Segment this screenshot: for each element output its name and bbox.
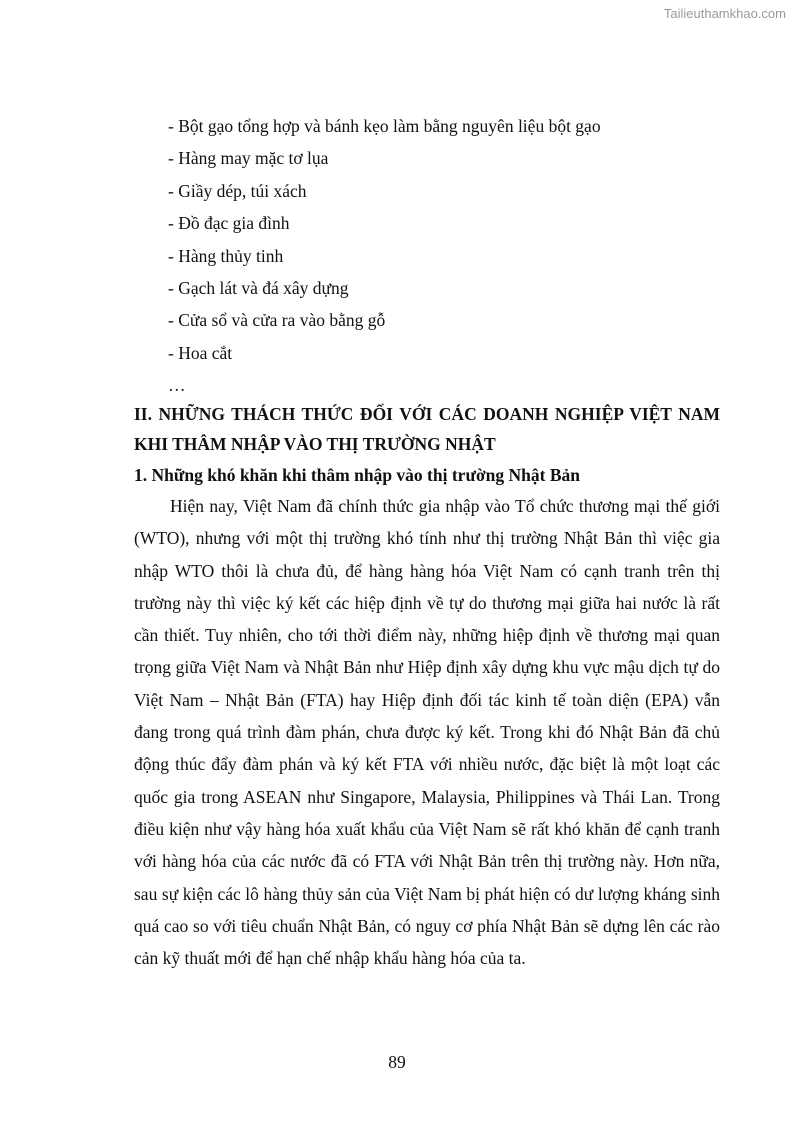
page-number: 89 <box>388 1052 406 1072</box>
section-heading-line1: II. NHỮNG THÁCH THỨC ĐỐI VỚI CÁC DOANH NGHIỆP VIỆT NAM <box>134 404 720 424</box>
section-heading-line2: KHI THÂM NHẬP VÀO THỊ TRƯỜNG NHẬT <box>134 434 496 454</box>
list-item: - Hàng may mặc tơ lụa <box>168 148 329 169</box>
list-item: - Bột gạo tổng hợp và bánh kẹo làm bằng nguyên liệu bột gạo <box>168 116 601 136</box>
list-item: - Gạch lát và đá xây dựng <box>168 277 349 298</box>
list-item: - Hàng thủy tinh <box>168 245 284 266</box>
body-paragraph: Hiện nay, Việt Nam đã chính thức gia nhập vào Tổ chức thương mại thế giới (WTO), nhưng với một thị trường khó tính như thị trường Nhật Bản thì việc gia nhập WTO thôi là chưa đủ, để hàng hàng hóa Việt Nam có cạnh tranh trên thị trường này thì việc ký kết các hiệp định về tự do thương mại giữa hai nước là rất cần thiết. Tuy nhiên, cho tới thời điểm này, những hiệp định về thương mại quan trọng giữa Việt Nam và Nhật Bản như Hiệp định xây dựng khu vực mậu dịch tự do Việt Nam – Nhật Bản (FTA) hay Hiệp định đối tác kinh tế toàn diện (EPA) vẫn đang trong quá trình đàm phán, chưa được ký kết. Trong khi đó Nhật Bản đã chủ động thúc đẩy đàm phán và ký kết FTA với nhiều nước, đặc biệt là một loạt các quốc gia trong ASEAN như Singapore, Malaysia, Philippines và Thái Lan. Trong điều kiện như vậy hàng hóa xuất khẩu của Việt Nam sẽ rất khó khăn để cạnh tranh với hàng hóa của các nước đã có FTA với Nhật Bản trên thị trường này. Hơn nữa, sau sự kiện các lô hàng thủy sản của Việt Nam bị phát hiện có dư lượng kháng sinh quá cao so với tiêu chuẩn Nhật Bản, có nguy cơ phía Nhật Bản sẽ dựng lên các rào cản kỹ thuất mới để hạn chế nhập khẩu hàng hóa của ta. <box>134 496 720 969</box>
list-item: - Hoa cắt <box>168 342 233 363</box>
list-item: - Giầy dép, túi xách <box>168 180 307 201</box>
list-item: - Đồ đạc gia đình <box>168 213 290 234</box>
subsection-heading: 1. Những khó khăn khi thâm nhập vào thị trường Nhật Bản <box>134 465 580 485</box>
list-ellipsis: … <box>168 375 186 396</box>
watermark: Tailieuthamkhao.com <box>663 6 786 21</box>
product-list <box>168 113 728 405</box>
list-item: - Cửa sổ và cửa ra vào bằng gỗ <box>168 310 386 331</box>
